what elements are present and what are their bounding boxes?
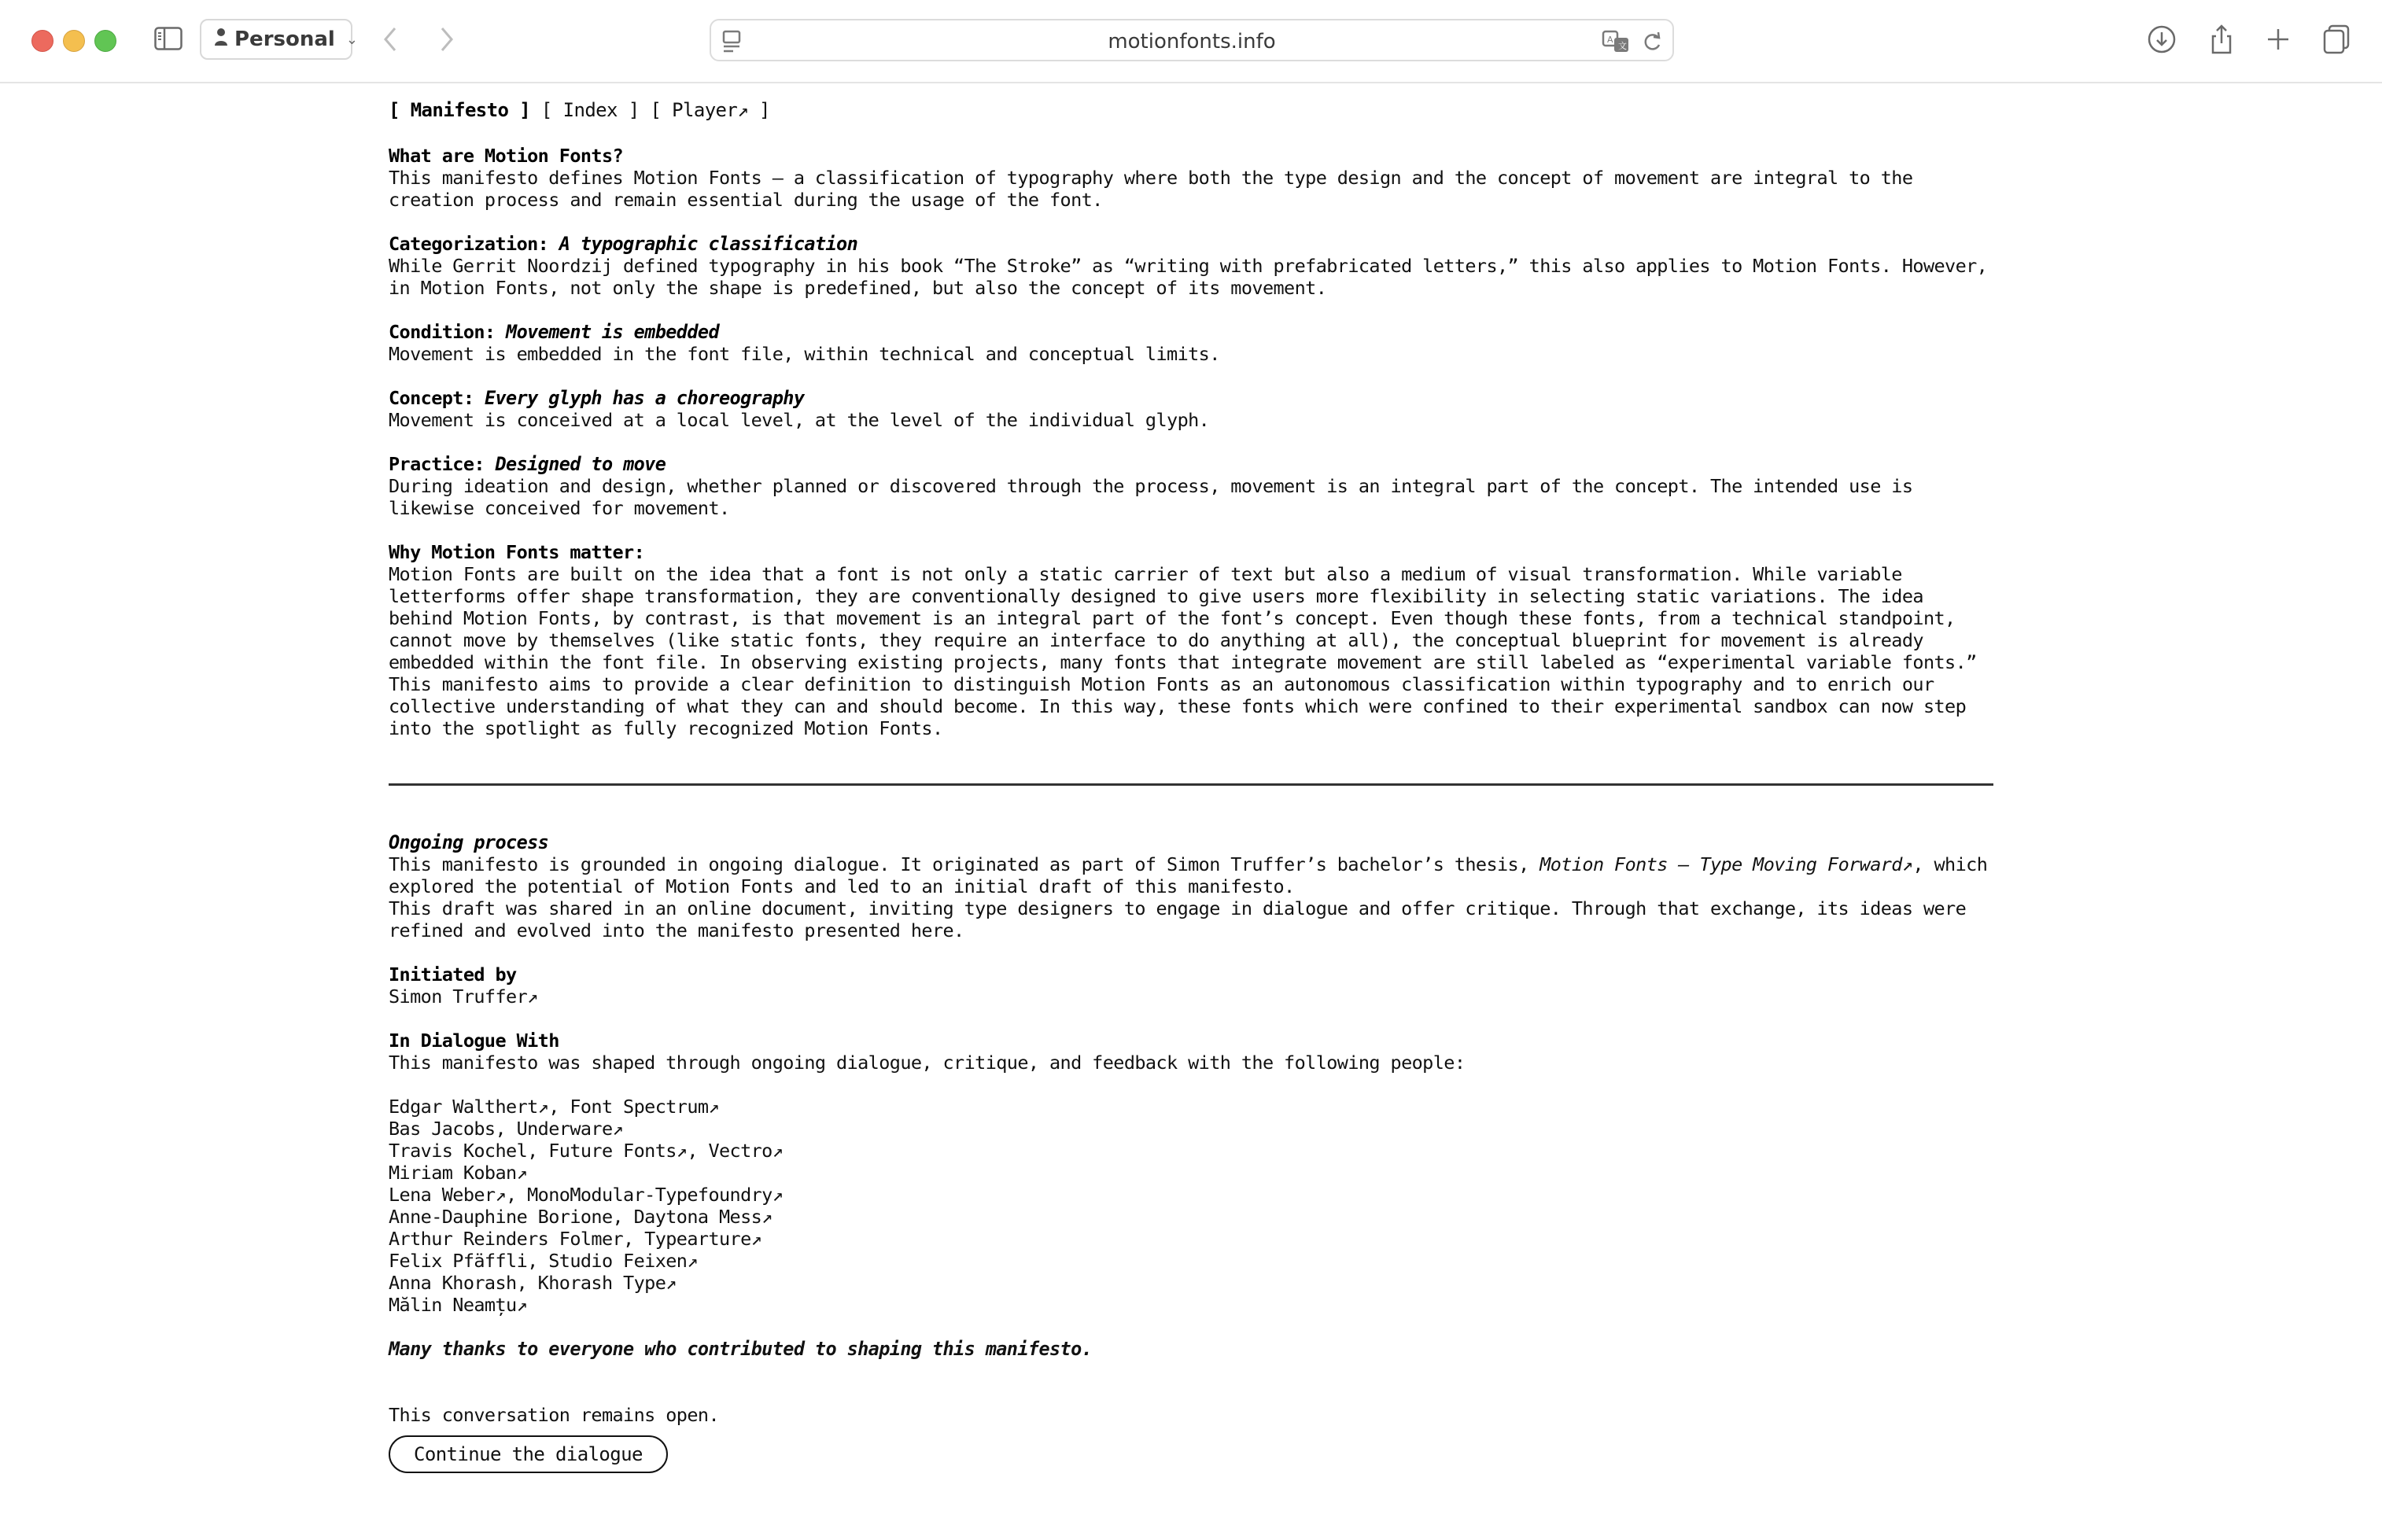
section-heading: Practice: Designed to move — [389, 453, 666, 475]
minimize-window-button[interactable] — [63, 30, 85, 52]
section-categorization — [389, 233, 1993, 299]
section-body: While Gerrit Noordzij defined typography in his book “The Stroke” as “writing with prefabricated letters,” this also applies to Motion Fonts. However, in Motion Fonts, not only the shape is predefined, but also the concept of its movement. — [389, 255, 1988, 299]
section-body: This manifesto was shaped through ongoing dialogue, critique, and feedback with the following people: — [389, 1052, 1466, 1074]
profile-button[interactable] — [200, 19, 358, 60]
section-initiated-by — [389, 963, 1993, 1008]
section-heading: In Dialogue With — [389, 1030, 559, 1052]
nav-player[interactable]: [ Player↗ ] — [650, 99, 770, 121]
section-in-dialogue-with — [389, 1030, 1993, 1316]
list-item[interactable]: Anna Khorash, Khorash Type↗ — [389, 1272, 677, 1294]
section-condition — [389, 321, 1993, 365]
list-item[interactable]: Arthur Reinders Folmer, Typearture↗ — [389, 1228, 762, 1250]
nav-manifesto[interactable]: [ Manifesto ] — [389, 99, 531, 121]
list-item[interactable]: Travis Kochel, Future Fonts↗, Vectro↗ — [389, 1140, 784, 1162]
section-body-2: This draft was shared in an online document, inviting type designers to engage in dialogue and offer critique. Through that exchange, its ideas were refined and evolved into the manifesto presented here. — [389, 897, 1967, 941]
list-item[interactable]: Edgar Walthert↗, Font Spectrum↗ — [389, 1096, 719, 1118]
section-what-are-motion-fonts — [389, 145, 1993, 211]
manifesto-page — [389, 99, 1993, 1473]
section-heading: Why Motion Fonts matter: — [389, 541, 645, 563]
initiator-link[interactable]: Simon Truffer↗ — [389, 986, 538, 1008]
closing-text: This conversation remains open. — [389, 1404, 719, 1426]
close-window-button[interactable] — [31, 30, 53, 52]
svg-text:文: 文 — [1618, 41, 1627, 51]
section-heading: Categorization: A typographic classification — [389, 233, 858, 255]
section-practice — [389, 453, 1993, 519]
section-heading: Initiated by — [389, 963, 517, 986]
browser-toolbar — [0, 0, 2382, 83]
section-ongoing-process — [389, 831, 1993, 941]
section-heading: Condition: Movement is embedded — [389, 321, 719, 343]
divider — [389, 783, 1993, 786]
list-item[interactable]: Lena Weber↗, MonoModular-Typefoundry↗ — [389, 1184, 784, 1206]
new-tab-icon[interactable] — [2262, 24, 2294, 55]
section-body: This manifesto is grounded in ongoing dialogue. It originated as part of Simon Truffer’s bachelor’s thesis, Motion Fonts – Type Moving Forward↗, which explored the potential of Motion Fonts and led to an initial draft of this manifesto. — [389, 853, 1988, 897]
section-body: During ideation and design, whether planned or discovered through the process, movement is an integral part of the concept. The intended use is likewise conceived for movement. — [389, 475, 1913, 519]
list-item[interactable]: Miriam Koban↗ — [389, 1162, 528, 1184]
site-nav — [389, 99, 1993, 121]
translate-icon[interactable] — [1602, 30, 1632, 53]
section-body: Movement is conceived at a local level, at the level of the individual glyph. — [389, 409, 1210, 431]
address-bar[interactable] — [710, 19, 1674, 61]
back-button[interactable] — [379, 24, 403, 55]
zoom-window-button[interactable] — [94, 30, 116, 52]
svg-text:A: A — [1607, 35, 1613, 45]
section-body: This manifesto defines Motion Fonts – a classification of typography where both the type design and the concept of movement are integral to the creation process and remain essential during the usage of the font. — [389, 167, 1913, 211]
list-item[interactable]: Anne-Dauphine Borione, Daytona Mess↗ — [389, 1206, 772, 1228]
section-body: Motion Fonts are built on the idea that a font is not only a static carrier of text but also a medium of visual transformation. While variable letterforms offer shape transformation, they are conventionally designed to give users more flexibility in selecting static variations. The idea behind Motion Fonts, by contrast, is that movement is an integral part of the font’s concept. Even though these fonts, from a technical standpoint, cannot move by themselves (like static fonts, they require an interface to do anything at all), the conceptual blueprint for movement is already embedded within the font file. In observing existing projects, many fonts that integrate movement are still labeled as “experimental variable fonts.” This manifesto aims to provide a clear definition to distinguish Motion Fonts as an autonomous classification within typography and to enrich our collective understanding of what they can and should become. In this way, these fonts which were confined to their experimental sandbox can now step into the spotlight as fully recognized Motion Fonts. — [389, 563, 1977, 739]
reload-icon[interactable] — [1641, 30, 1663, 53]
chevron-down-icon: ⌄ — [345, 31, 358, 48]
share-icon[interactable] — [2206, 24, 2237, 55]
section-heading: What are Motion Fonts? — [389, 145, 624, 167]
thanks-note: Many thanks to everyone who contributed to shaping this manifesto. — [389, 1338, 1093, 1360]
url-text: motionfonts.info — [1108, 30, 1276, 53]
section-concept — [389, 387, 1993, 431]
list-item[interactable]: Mălin Neamțu↗ — [389, 1294, 528, 1316]
people-list — [389, 1096, 1993, 1316]
section-why-motion-fonts-matter — [389, 541, 1993, 739]
section-heading: Concept: Every glyph has a choreography — [389, 387, 805, 409]
forward-button[interactable] — [434, 24, 458, 55]
continue-dialogue-button[interactable]: Continue the dialogue — [389, 1435, 668, 1473]
list-item[interactable]: Felix Pfäffli, Studio Feixen↗ — [389, 1250, 698, 1272]
nav-index[interactable]: [ Index ] — [540, 99, 640, 121]
tab-overview-icon[interactable] — [2321, 24, 2352, 55]
download-icon[interactable] — [2146, 24, 2177, 55]
list-item[interactable]: Bas Jacobs, Underware↗ — [389, 1118, 624, 1140]
profile-label: Personal — [234, 28, 335, 51]
section-body: Movement is embedded in the font file, within technical and conceptual limits. — [389, 343, 1220, 365]
person-icon — [214, 28, 228, 52]
thesis-link[interactable]: Motion Fonts – Type Moving Forward↗ — [1539, 853, 1913, 875]
sidebar-toggle-icon[interactable] — [154, 27, 183, 50]
section-heading: Ongoing process — [389, 831, 549, 853]
